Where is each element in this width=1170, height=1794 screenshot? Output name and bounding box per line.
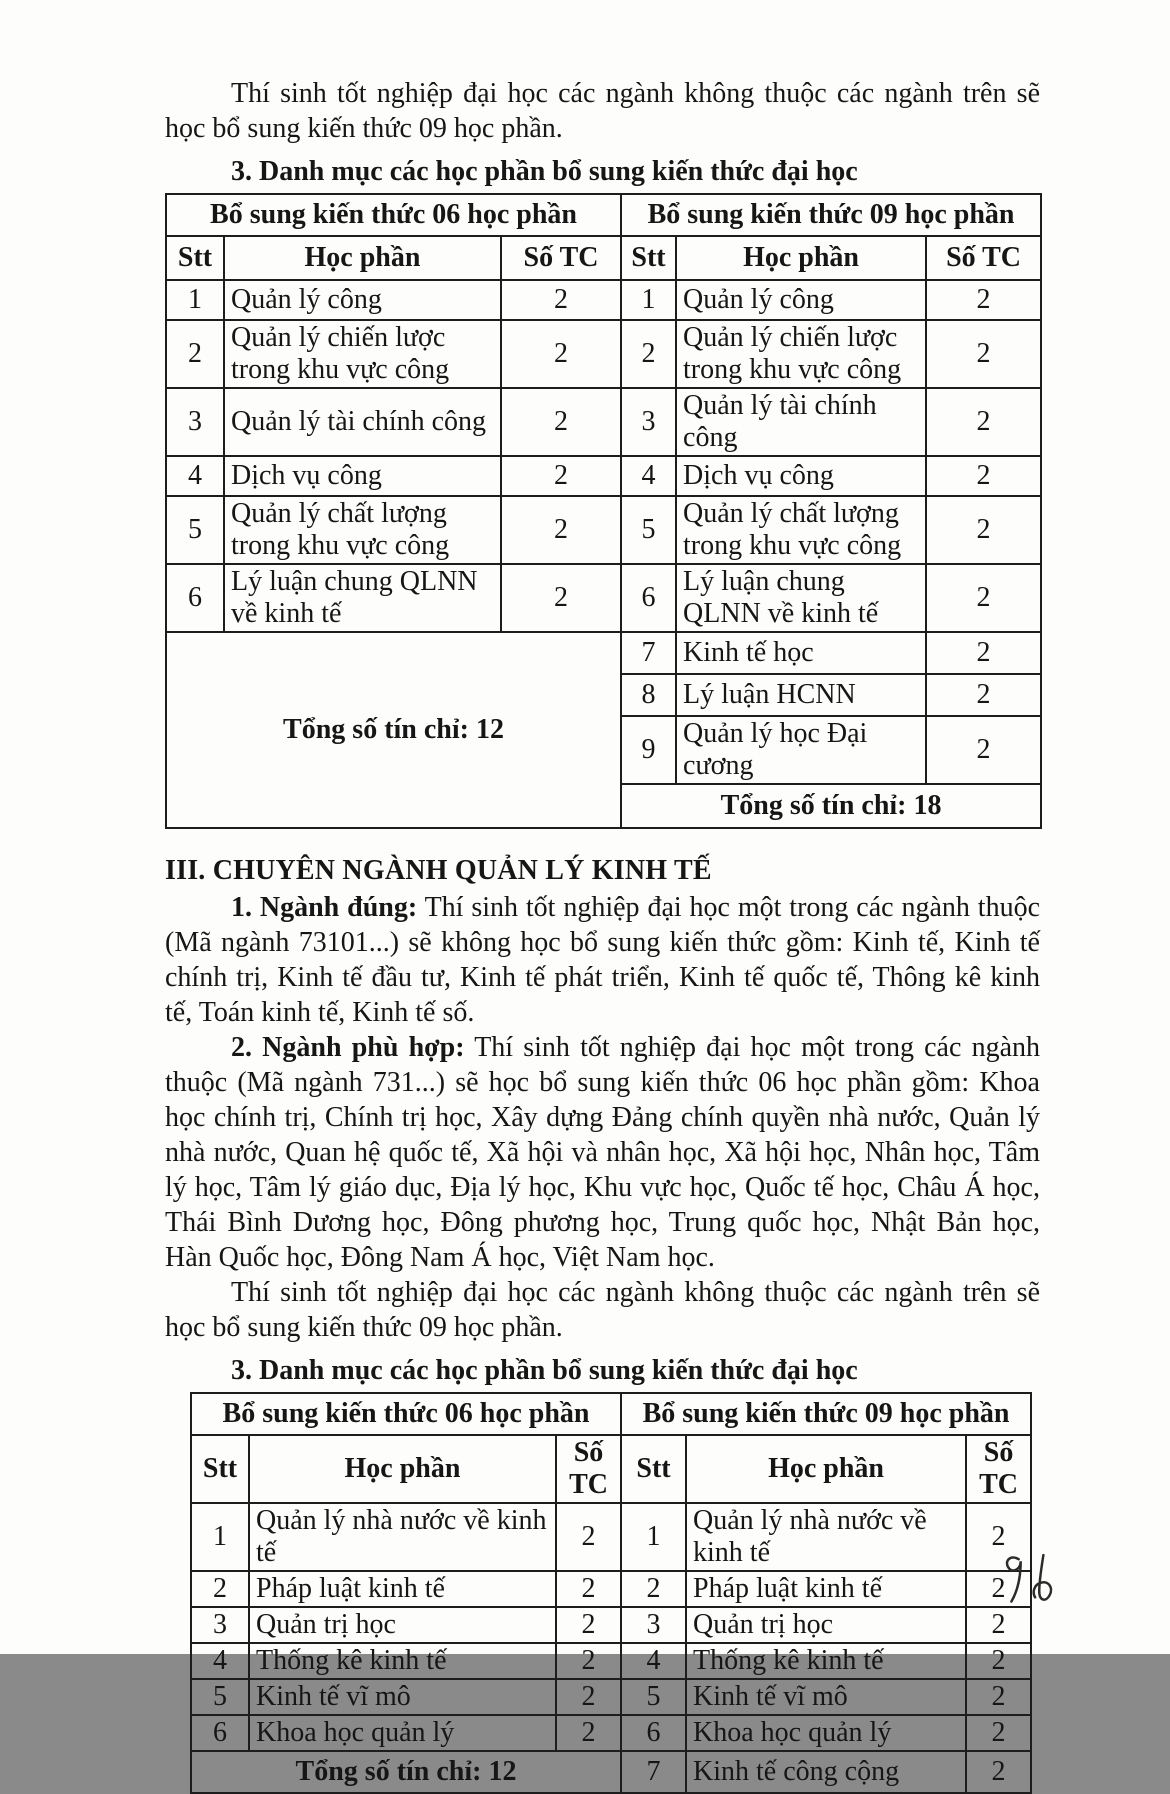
document-content (165, 0, 1040, 1794)
cell-stt: 7 (621, 1751, 686, 1793)
cell-credits: 2 (501, 320, 621, 388)
group-header-row (166, 194, 1041, 236)
cell-stt: 5 (191, 1679, 249, 1715)
cell-stt: 6 (621, 1715, 686, 1751)
cell-course: Lý luận chung QLNN về kinh tế (224, 564, 501, 632)
cell-course: Khoa học quản lý (249, 1715, 556, 1751)
table-row (191, 1715, 1031, 1751)
table-row (191, 1503, 1031, 1571)
cell-stt: 3 (191, 1607, 249, 1643)
total-credits-left: Tổng số tín chỉ: 12 (191, 1751, 621, 1793)
supplementary-courses-table-2 (190, 1392, 1032, 1794)
cell-course: Lý luận HCNN (676, 674, 926, 716)
cell-stt: 7 (621, 632, 676, 674)
cell-credits: 2 (926, 564, 1041, 632)
cell-course: Pháp luật kinh tế (686, 1571, 966, 1607)
table-row (166, 496, 1041, 564)
cell-stt: 2 (191, 1571, 249, 1607)
cell-credits: 2 (501, 280, 621, 320)
paragraph-text: Thí sinh tốt nghiệp đại học các ngành không thuộc các ngành trên sẽ học bổ sung kiến thức 09 học phần. (165, 1277, 1040, 1343)
table1-heading: 3. Danh mục các học phần bổ sung kiến thức đại học (231, 156, 858, 187)
cell-credits: 2 (501, 456, 621, 496)
cell-stt: 8 (621, 674, 676, 716)
cell-stt: 1 (191, 1503, 249, 1571)
cell-stt: 5 (621, 1679, 686, 1715)
cell-course: Quản lý chiến lược trong khu vực công (676, 320, 926, 388)
cell-course: Pháp luật kinh tế (249, 1571, 556, 1607)
table-row (166, 320, 1041, 388)
cell-course: Quản lý nhà nước về kinh tế (686, 1503, 966, 1571)
col-header-credits: Số TC (966, 1435, 1031, 1503)
cell-stt: 4 (621, 456, 676, 496)
cell-credits: 2 (556, 1643, 621, 1679)
cell-stt: 6 (166, 564, 224, 632)
table-row (191, 1751, 1031, 1793)
cell-stt: 1 (166, 280, 224, 320)
cell-course: Thống kê kinh tế (686, 1643, 966, 1679)
cell-credits: 2 (926, 456, 1041, 496)
cell-course: Quản lý chất lượng trong khu vực công (224, 496, 501, 564)
table-row (191, 1679, 1031, 1715)
cell-credits: 2 (966, 1607, 1031, 1643)
cell-course: Dịch vụ công (676, 456, 926, 496)
paragraph-nganh-dung (165, 890, 1040, 1030)
cell-stt: 6 (191, 1715, 249, 1751)
cell-credits: 2 (926, 280, 1041, 320)
column-header-row (166, 236, 1041, 280)
cell-course: Kinh tế học (676, 632, 926, 674)
col-header-credits: Số TC (556, 1435, 621, 1503)
col-header-course: Học phần (224, 236, 501, 280)
col-header-stt: Stt (621, 1435, 686, 1503)
cell-stt: 5 (621, 496, 676, 564)
cell-credits: 2 (926, 674, 1041, 716)
cell-stt: 4 (166, 456, 224, 496)
col-header-credits: Số TC (926, 236, 1041, 280)
cell-course: Lý luận chung QLNN về kinh tế (676, 564, 926, 632)
cell-course: Quản lý công (676, 280, 926, 320)
cell-credits: 2 (966, 1679, 1031, 1715)
cell-credits: 2 (926, 388, 1041, 456)
cell-course: Quản lý chất lượng trong khu vực công (676, 496, 926, 564)
cell-stt: 1 (621, 280, 676, 320)
cell-course: Dịch vụ công (224, 456, 501, 496)
group-header-09: Bổ sung kiến thức 09 học phần (621, 194, 1041, 236)
cell-course: Kinh tế công cộng (686, 1751, 966, 1793)
intro-text: Thí sinh tốt nghiệp đại học các ngành không thuộc các ngành trên sẽ học bổ sung kiến thức 09 học phần. (165, 78, 1040, 144)
cell-credits: 2 (926, 320, 1041, 388)
cell-stt: 3 (621, 388, 676, 456)
cell-stt: 5 (166, 496, 224, 564)
cell-credits: 2 (501, 496, 621, 564)
table-row (191, 1571, 1031, 1607)
cell-course: Quản trị học (686, 1607, 966, 1643)
cell-credits: 2 (966, 1503, 1031, 1571)
column-header-row (191, 1435, 1031, 1503)
cell-stt: 3 (621, 1607, 686, 1643)
cell-stt: 2 (621, 320, 676, 388)
cell-credits: 2 (501, 564, 621, 632)
col-header-stt: Stt (166, 236, 224, 280)
col-header-course: Học phần (249, 1435, 556, 1503)
paragraph-label: 2. Ngành phù hợp: (231, 1032, 465, 1063)
paragraph-nganh-phu-hop (165, 1030, 1040, 1275)
section-iii-heading: III. CHUYÊN NGÀNH QUẢN LÝ KINH TẾ (165, 855, 712, 886)
group-header-06: Bổ sung kiến thức 06 học phần (166, 194, 621, 236)
col-header-stt: Stt (621, 236, 676, 280)
cell-course: Kinh tế vĩ mô (249, 1679, 556, 1715)
cell-credits: 2 (966, 1643, 1031, 1679)
table-row (191, 1607, 1031, 1643)
table2-heading: 3. Danh mục các học phần bổ sung kiến thức đại học (231, 1355, 858, 1386)
cell-stt: 4 (191, 1643, 249, 1679)
group-header-06: Bổ sung kiến thức 06 học phần (191, 1393, 621, 1435)
group-header-row (191, 1393, 1031, 1435)
paragraph-09-hoc-phan (165, 1275, 1040, 1345)
cell-course: Khoa học quản lý (686, 1715, 966, 1751)
table-row (166, 632, 1041, 674)
group-header-09: Bổ sung kiến thức 09 học phần (621, 1393, 1031, 1435)
cell-stt: 1 (621, 1503, 686, 1571)
cell-credits: 2 (556, 1503, 621, 1571)
table-row (166, 388, 1041, 456)
cell-credits: 2 (556, 1679, 621, 1715)
paragraph-text: Thí sinh tốt nghiệp đại học một trong các ngành thuộc (Mã ngành 731...) sẽ học bổ sung kiến thức 06 học phần gồm: Khoa học chính trị, Chính trị học, Xây dựng Đảng chính quyền nhà nước, Quản lý nhà nước, Quan hệ quốc tế, Xã hội và nhân học, Xã hội học, Nhân học, Tâm lý học, Tâm lý giáo dục, Địa lý học, Khu vực học, Quốc tế học, Châu Á học, Thái Bình Dương học, Đông phương học, Trung quốc học, Nhật Bản học, Hàn Quốc học, Đông Nam Á học, Việt Nam học. (165, 1032, 1040, 1273)
cell-credits: 2 (966, 1751, 1031, 1793)
cell-course: Quản lý học Đại cương (676, 716, 926, 784)
total-credits-right: Tổng số tín chỉ: 18 (621, 784, 1041, 828)
cell-credits: 2 (966, 1571, 1031, 1607)
table-row (166, 280, 1041, 320)
intro-paragraph (165, 76, 1040, 146)
cell-stt: 9 (621, 716, 676, 784)
col-header-course: Học phần (676, 236, 926, 280)
cell-credits: 2 (501, 388, 621, 456)
cell-credits: 2 (556, 1715, 621, 1751)
cell-course: Quản lý tài chính công (676, 388, 926, 456)
handwritten-mark (1002, 1552, 1060, 1618)
supplementary-courses-table-1 (165, 193, 1042, 829)
table-row (166, 456, 1041, 496)
cell-course: Quản lý tài chính công (224, 388, 501, 456)
cell-course: Quản trị học (249, 1607, 556, 1643)
col-header-stt: Stt (191, 1435, 249, 1503)
cell-course: Quản lý nhà nước về kinh tế (249, 1503, 556, 1571)
cell-stt: 6 (621, 564, 676, 632)
cell-stt: 3 (166, 388, 224, 456)
cell-course: Kinh tế vĩ mô (686, 1679, 966, 1715)
cell-course: Quản lý chiến lược trong khu vực công (224, 320, 501, 388)
table-row (191, 1643, 1031, 1679)
total-credits-left: Tổng số tín chỉ: 12 (166, 632, 621, 828)
cell-credits: 2 (926, 632, 1041, 674)
cell-credits: 2 (926, 716, 1041, 784)
cell-course: Quản lý công (224, 280, 501, 320)
cell-stt: 4 (621, 1643, 686, 1679)
paragraph-text: Thí sinh tốt nghiệp đại học một trong các ngành thuộc (Mã ngành 73101...) sẽ không học bổ sung kiến thức gồm: Kinh tế, Kinh tế chính trị, Kinh tế đầu tư, Kinh tế phát triển, Kinh tế quốc tế, Thông kê kinh tế, Toán kinh tế, Kinh tế số. (165, 892, 1040, 1028)
cell-credits: 2 (926, 496, 1041, 564)
cell-course: Thống kê kinh tế (249, 1643, 556, 1679)
paragraph-label: 1. Ngành đúng: (231, 892, 418, 923)
col-header-course: Học phần (686, 1435, 966, 1503)
col-header-credits: Số TC (501, 236, 621, 280)
table-row (166, 564, 1041, 632)
cell-credits: 2 (556, 1607, 621, 1643)
cell-credits: 2 (966, 1715, 1031, 1751)
cell-stt: 2 (166, 320, 224, 388)
cell-credits: 2 (556, 1571, 621, 1607)
cell-stt: 2 (621, 1571, 686, 1607)
